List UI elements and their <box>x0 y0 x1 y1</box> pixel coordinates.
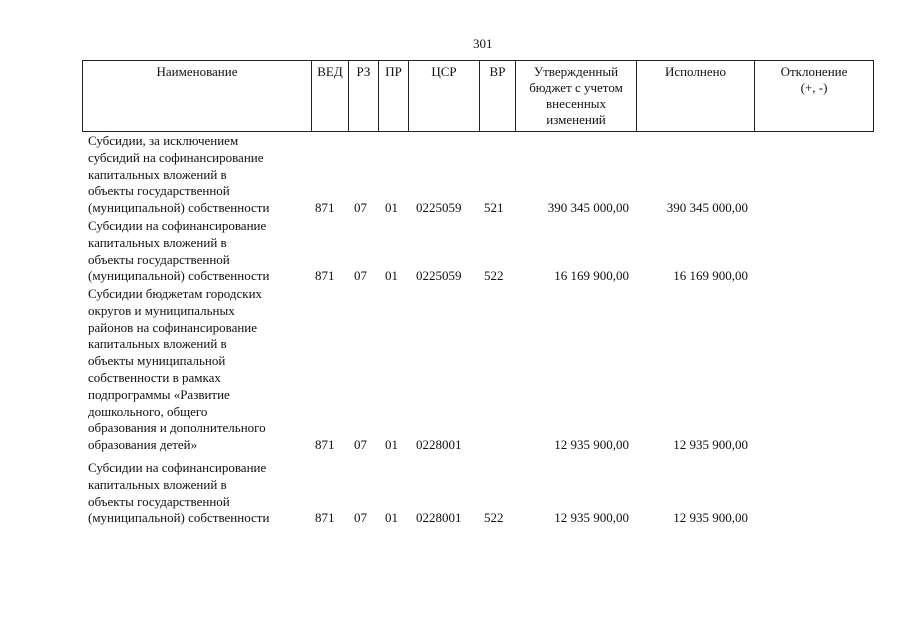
row-executed: 12 935 900,00 <box>673 510 748 526</box>
table-row <box>88 286 868 454</box>
row-vr: 521 <box>484 200 504 216</box>
row-approved: 390 345 000,00 <box>547 200 629 216</box>
row-csr: 0228001 <box>416 510 462 526</box>
row-csr: 0225059 <box>416 268 462 284</box>
header-rz: РЗ <box>349 61 379 131</box>
header-vr: ВР <box>480 61 516 131</box>
row-rz: 07 <box>354 437 367 453</box>
row-executed: 16 169 900,00 <box>673 268 748 284</box>
page-number: 301 <box>473 36 493 51</box>
header-approved: Утвержденный бюджет с учетом внесенных изменений <box>516 61 637 131</box>
table-header <box>82 60 874 132</box>
row-ved: 871 <box>315 437 335 453</box>
header-pr: ПР <box>379 61 409 131</box>
row-csr: 0228001 <box>416 437 462 453</box>
row-pr: 01 <box>385 268 398 284</box>
row-name: Субсидии бюджетам городских округов и муниципальных районов на софинансирование капитальных вложений в объекты муниципальной собственности в рамках подпрограммы «Развитие дошкольного, общего образования и дополнительного образования детей» <box>88 286 266 453</box>
header-deviation: Отклонение (+, -) <box>780 64 848 95</box>
header-executed: Исполнено <box>637 61 755 131</box>
row-pr: 01 <box>385 437 398 453</box>
row-approved: 12 935 900,00 <box>554 510 629 526</box>
row-rz: 07 <box>354 510 367 526</box>
row-name: Субсидии на софинансирование капитальных вложений в объекты государственной (муниципальной) собственности <box>88 460 270 526</box>
row-vr: 522 <box>484 510 504 526</box>
row-ved: 871 <box>315 200 335 216</box>
row-name: Субсидии, за исключением субсидий на софинансирование капитальных вложений в объекты государственной (муниципальной) собственности <box>88 133 270 216</box>
header-csr: ЦСР <box>409 61 480 131</box>
table-row <box>88 133 868 217</box>
row-executed: 390 345 000,00 <box>666 200 748 216</box>
row-name: Субсидии на софинансирование капитальных вложений в объекты государственной (муниципальной) собственности <box>88 218 270 284</box>
row-approved: 12 935 900,00 <box>554 437 629 453</box>
row-pr: 01 <box>385 510 398 526</box>
row-rz: 07 <box>354 268 367 284</box>
row-ved: 871 <box>315 510 335 526</box>
header-ved: ВЕД <box>312 61 349 131</box>
row-executed: 12 935 900,00 <box>673 437 748 453</box>
row-ved: 871 <box>315 268 335 284</box>
row-pr: 01 <box>385 200 398 216</box>
table-row <box>88 218 868 285</box>
header-name: Наименование <box>83 61 312 131</box>
table-row <box>88 460 868 527</box>
row-csr: 0225059 <box>416 200 462 216</box>
row-rz: 07 <box>354 200 367 216</box>
row-approved: 16 169 900,00 <box>554 268 629 284</box>
row-vr: 522 <box>484 268 504 284</box>
